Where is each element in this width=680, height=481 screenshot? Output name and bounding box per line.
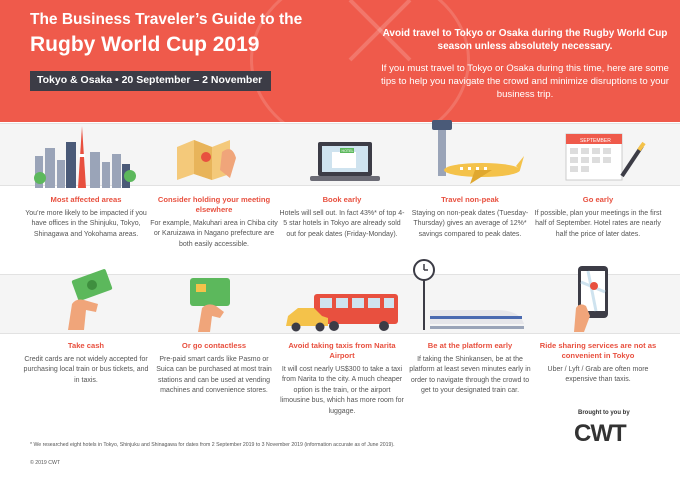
tip-title: Most affected areas xyxy=(50,195,122,204)
header-banner xyxy=(0,0,680,122)
title-line-2: Rugby World Cup 2019 xyxy=(30,33,260,56)
tip-title: Avoid taking taxis from Narita Airport xyxy=(288,341,396,360)
map-icon xyxy=(172,132,242,182)
smart-card-icon xyxy=(182,272,242,332)
tip-take-cash xyxy=(22,341,150,386)
brought-by-label: Brought to you by xyxy=(578,410,630,416)
tip-book-early xyxy=(278,195,406,240)
tip-most-affected-areas xyxy=(22,195,150,240)
tip-avoid-taxis xyxy=(278,341,406,417)
taxi-bus-icon xyxy=(284,292,400,334)
copyright: © 2019 CWT xyxy=(30,460,61,466)
tip-go-contactless xyxy=(150,341,278,397)
tip-text: If taking the Shinkansen, be at the platform at least seven minutes early in order to navigate through the crowd to get to your designated train car. xyxy=(409,356,531,395)
calendar-icon xyxy=(560,128,650,188)
tip-text: Credit cards are not widely accepted for purchasing local train or bus tickets, and in taxis. xyxy=(23,356,149,384)
tip-title: Be at the platform early xyxy=(427,341,513,350)
tip-text: For example, Makuhari area in Chiba city or Karuizawa in Nagano prefecture are both easily accessible. xyxy=(150,220,278,248)
laptop-hotel-icon xyxy=(310,140,380,185)
phone-map-icon xyxy=(566,262,626,334)
tip-title: Book early xyxy=(322,195,362,204)
tip-text: You’re more likely to be impacted if you have offices in the Shinjuku, Tokyo, Shinagawa and Yokohama areas. xyxy=(25,210,147,238)
footnote: * We researched eight hotels in Tokyo, Shinjuku and Shinagawa for dates from 2 September 2019 to 3 November 2019 (information accurate as of June 2019). xyxy=(30,442,395,448)
advice-bold: Avoid travel to Tokyo or Osaka during the Rugby World Cup season unless absolutely necessary. xyxy=(382,28,668,52)
tip-title: Or go contactless xyxy=(181,341,247,350)
tip-go-early xyxy=(534,195,662,240)
cash-hand-icon xyxy=(58,268,118,330)
tip-text: It will cost nearly US$300 to take a taxi from Narita to the city. A much cheaper option is the train, or the airport limousine bus, which has more room for luggage. xyxy=(280,366,404,415)
tip-platform-early xyxy=(406,341,534,397)
tip-travel-non-peak xyxy=(406,195,534,240)
tip-text: Pre-paid smart cards like Pasmo or Suica can be purchased at most train stations and can be used at vending machines and convenience stores. xyxy=(156,356,272,395)
tip-title: Travel non-peak xyxy=(441,195,499,204)
header-advice xyxy=(380,27,670,101)
tip-text: Hotels will sell out. In fact 43%* of top 4-5 star hotels in Tokyo are already sold out for peak dates (Friday-Monday). xyxy=(279,210,405,238)
advice-text: If you must travel to Tokyo or Osaka during this time, here are some tips to help you navigate the crowd and minimize disruptions to your business trip. xyxy=(381,63,669,100)
calendar-month-label: SEPTEMBER xyxy=(580,138,611,144)
tip-text: Staying on non-peak dates (Tuesday-Thursday) gives an average of 12%* savings compared to peak dates. xyxy=(411,210,529,238)
tip-hold-meeting-elsewhere xyxy=(150,195,278,250)
tip-ride-sharing xyxy=(534,341,662,386)
tip-text: If possible, plan your meetings in the first half of September. Hotel rates are nearly half the price of later dates. xyxy=(534,210,662,238)
tip-text: Uber / Lyft / Grab are often more expensive than taxis. xyxy=(547,366,649,384)
date-bar: Tokyo & Osaka • 20 September – 2 November xyxy=(30,71,271,91)
airport-plane-icon xyxy=(420,116,530,188)
tip-title: Consider holding your meeting elsewhere xyxy=(157,195,271,214)
hotel-sign: HOTEL xyxy=(341,149,354,153)
tip-title: Go early xyxy=(582,195,614,204)
bullet-train-icon xyxy=(406,258,524,332)
cwt-logo: CWT xyxy=(574,420,626,447)
city-skyline-icon xyxy=(30,118,140,188)
title-line-1: The Business Traveler’s Guide to the xyxy=(30,11,303,28)
tip-title: Take cash xyxy=(67,341,105,350)
tip-title: Ride sharing services are not as convenient in Tokyo xyxy=(539,341,657,360)
